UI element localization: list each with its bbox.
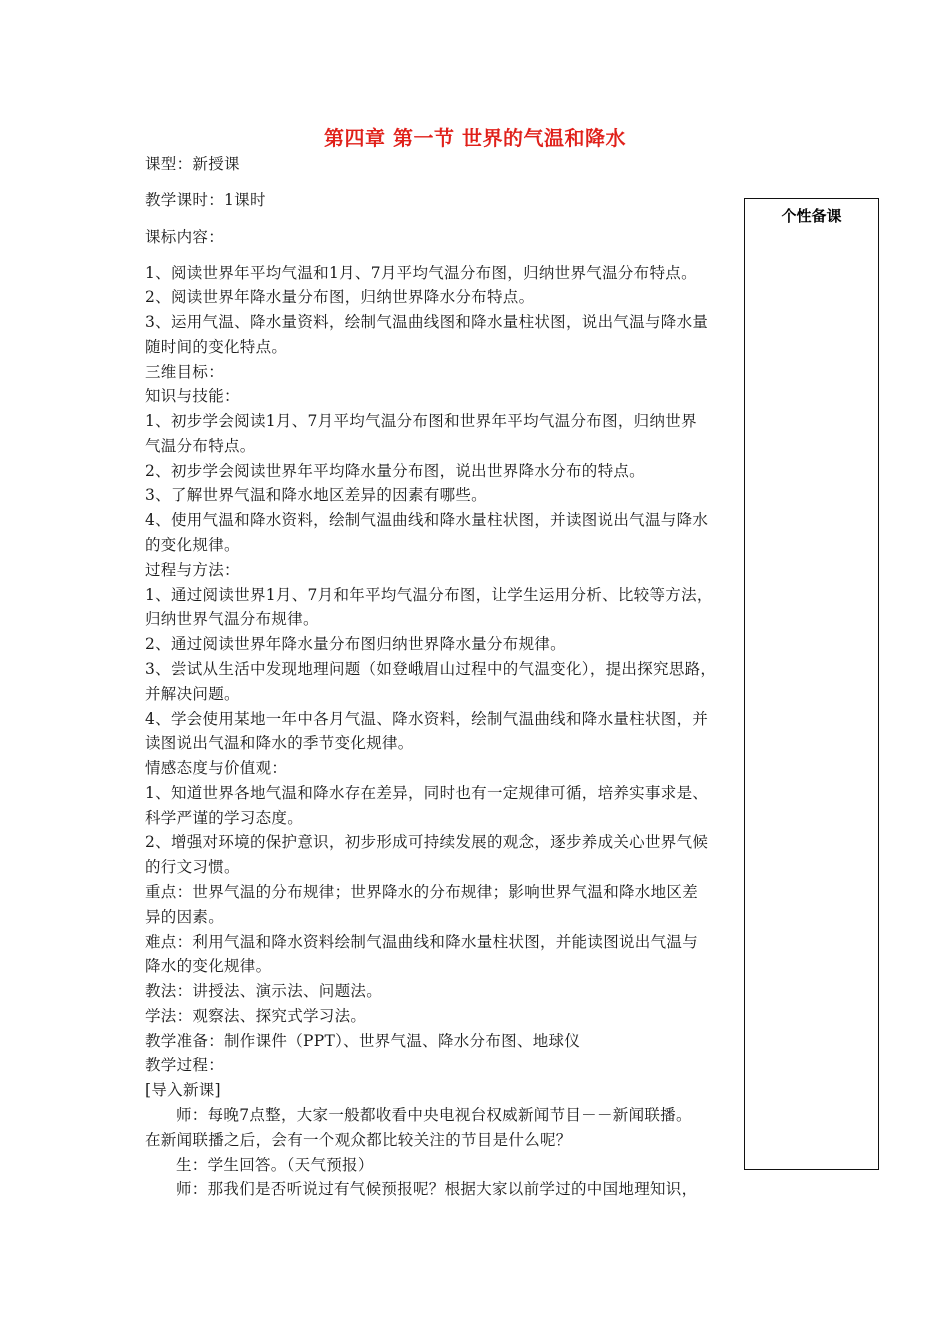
text-line: 1、初步学会阅读1月、7月平均气温分布图和世界年平均气温分布图，归纳世界	[145, 412, 697, 430]
section-heading: 教学过程：	[145, 1056, 225, 1074]
section-heading: 知识与技能：	[145, 387, 240, 405]
text-line: 异的因素。	[145, 908, 225, 926]
personal-prep-title: 个性备课	[781, 207, 842, 225]
section-heading: 过程与方法：	[145, 561, 240, 579]
text-line: 2、阅读世界年降水量分布图，归纳世界降水分布特点。	[145, 288, 535, 306]
text-line: 的变化规律。	[145, 536, 240, 554]
text-line: 2、通过阅读世界年降水量分布图归纳世界降水量分布规律。	[145, 635, 566, 653]
text-line: 4、使用气温和降水资料，绘制气温曲线和降水量柱状图，并读图说出气温与降水	[145, 511, 709, 529]
text-line: 3、运用气温、降水量资料，绘制气温曲线图和降水量柱状图，说出气温与降水量	[145, 313, 709, 331]
text-line: 1、通过阅读世界1月、7月和年平均气温分布图，让学生运用分析、比较等方法，	[145, 586, 713, 604]
text-line: 读图说出气温和降水的季节变化规律。	[145, 734, 414, 752]
text-line: 降水的变化规律。	[145, 957, 272, 975]
text-line: 1、阅读世界年平均气温和1月、7月平均气温分布图，归纳世界气温分布特点。	[145, 264, 697, 282]
text-line: 科学严谨的学习态度。	[145, 809, 304, 827]
text-line: 2、初步学会阅读世界年平均降水量分布图，说出世界降水分布的特点。	[145, 462, 645, 480]
dialogue-line: 在新闻联播之后，会有一个观众都比较关注的节目是什么呢？	[145, 1131, 572, 1149]
text-line: 并解决问题。	[145, 685, 240, 703]
text-line: 教法：讲授法、演示法、问题法。	[145, 982, 383, 1000]
text-line: 教学准备：制作课件（PPT）、世界气温、降水分布图、地球仪	[145, 1032, 581, 1050]
section-heading: [导入新课]	[145, 1081, 221, 1099]
course-type: 课型：新授课	[145, 155, 240, 173]
text-line: 3、尝试从生活中发现地理问题（如登峨眉山过程中的气温变化），提出探究思路，	[145, 660, 717, 678]
text-line: 重点：世界气温的分布规律；世界降水的分布规律；影响世界气温和降水地区差	[145, 883, 699, 901]
dialogue-line: 师：每晚7点整，大家一般都收看中央电视台权威新闻节目－－新闻联播。	[176, 1106, 692, 1124]
text-line: 的行文习惯。	[145, 858, 240, 876]
standards-heading: 课标内容：	[145, 228, 225, 246]
text-line: 1、知道世界各地气温和降水存在差异，同时也有一定规律可循，培养实事求是、	[145, 784, 709, 802]
text-line: 学法：观察法、探究式学习法。	[145, 1007, 367, 1025]
dialogue-line: 生：学生回答。（天气预报）	[176, 1156, 374, 1174]
class-hours: 教学课时：1课时	[145, 191, 266, 209]
text-line: 气温分布特点。	[145, 437, 256, 455]
dialogue-line: 师：那我们是否听说过有气候预报呢？根据大家以前学过的中国地理知识，	[176, 1180, 698, 1198]
text-line: 随时间的变化特点。	[145, 338, 288, 356]
page-title: 第四章 第一节 世界的气温和降水	[324, 126, 626, 150]
personal-prep-box	[744, 198, 879, 1170]
section-heading: 情感态度与价值观：	[145, 759, 288, 777]
section-heading: 三维目标：	[145, 363, 225, 381]
text-line: 归纳世界气温分布规律。	[145, 610, 319, 628]
text-line: 3、了解世界气温和降水地区差异的因素有哪些。	[145, 486, 487, 504]
text-line: 2、增强对环境的保护意识，初步形成可持续发展的观念，逐步养成关心世界气候	[145, 833, 709, 851]
text-line: 难点：利用气温和降水资料绘制气温曲线和降水量柱状图，并能读图说出气温与	[145, 933, 699, 951]
text-line: 4、学会使用某地一年中各月气温、降水资料，绘制气温曲线和降水量柱状图，并	[145, 710, 709, 728]
